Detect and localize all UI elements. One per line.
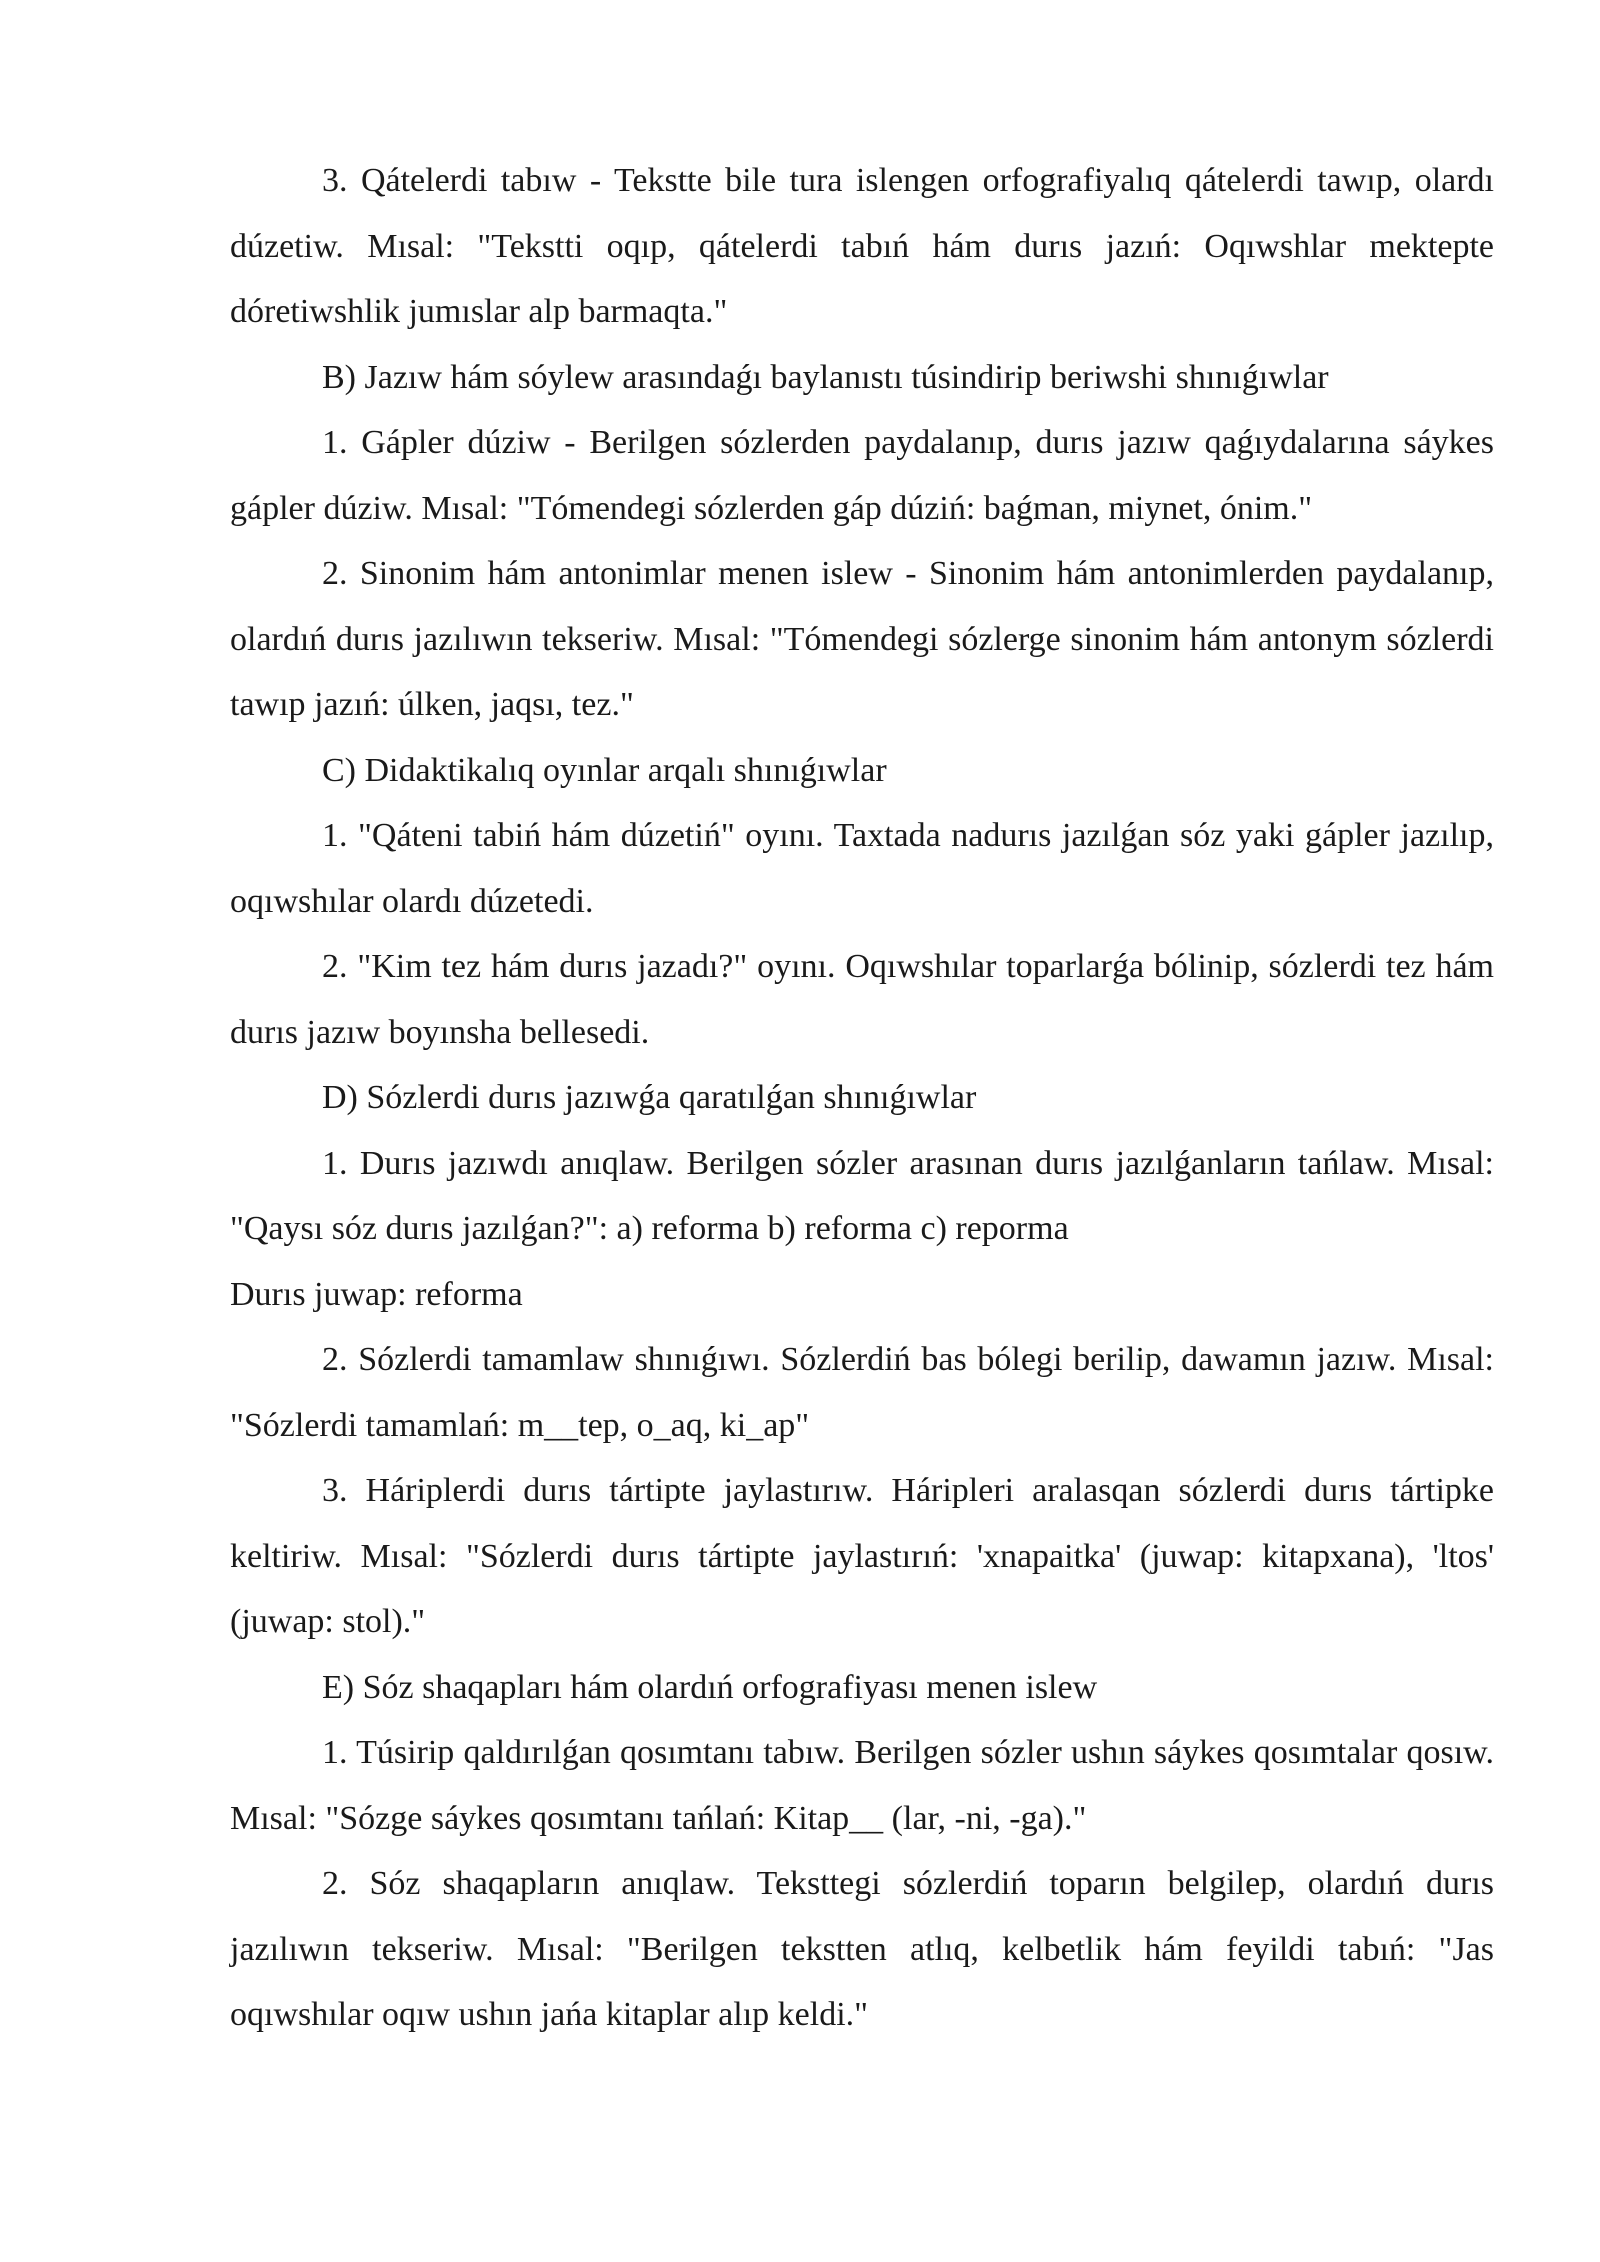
document-page: [230, 148, 1494, 2048]
paragraph-kim-tez-oyini: 2. "Kim tez hám durıs jazadı?" oyını. Oqıwshılar toparlarǵa bólinip, sózlerdi tez hám durıs jazıw boyınsha bellesedi.: [230, 948, 1494, 1051]
paragraph-sinonim-antonim: 2. Sinonim hám antonimlar menen islew - Sinonim hám antonimlerden paydalanıp, olardıń durıs jazılıwın tekseriw. Mısal: "Tómendegi sózlerge sinonim hám antonym sózlerdi tawıp jazıń: úlken, jaqsı, tez.": [230, 555, 1494, 723]
paragraph-sozlerdi-tamamlaw: 2. Sózlerdi tamamlaw shınıǵıwı. Sózlerdiń bas bólegi berilip, dawamın jazıw. Mısal: "Sózlerdi tamamlań: m__tep, o_aq, ki_ap": [230, 1341, 1494, 1444]
paragraph-gapler-duziw: 1. Gápler dúziw - Berilgen sózlerden paydalanıp, durıs jazıw qaǵıydalarına sáykes gápler dúziw. Mısal: "Tómendegi sózlerden gáp dúziń: baǵman, miynet, ónim.": [230, 424, 1494, 527]
paragraph-qateni-tabin-oyini: 1. "Qáteni tabiń hám dúzetiń" oyını. Taxtada nadurıs jazılǵan sóz yaki gápler jazılıp, oqıwshılar olardı dúzetedi.: [230, 817, 1494, 920]
paragraph-duris-juwap: Durıs juwap: reforma: [230, 1275, 523, 1313]
paragraph-qosimtani-tabiw: 1. Túsirip qaldırılǵan qosımtanı tabıw. Berilgen sózler ushın sáykes qosımtalar qosıw. Mısal: "Sózge sáykes qosımtanı tańlań: Kitap__ (lar, -ni, -ga).": [230, 1734, 1494, 1837]
paragraph-hariplerdi-jaylastiriw: 3. Háriplerdi durıs tártipte jaylastırıw. Háripleri aralasqan sózlerdi durıs tártipke keltiriw. Mısal: "Sózlerdi durıs tártipte jaylastırıń: 'xnapaitka' (juwap: kitapxana), 'ltos' (juwap: stol).": [230, 1472, 1494, 1640]
paragraph-duris-jaziwdi-aniqlaw: 1. Durıs jazıwdı anıqlaw. Berilgen sózler arasınan durıs jazılǵanların tańlaw. Mısal: "Qaysı sóz durıs jazılǵan?": a) reforma b) reforma c) reporma: [230, 1144, 1494, 1247]
section-heading-d: D) Sózlerdi durıs jazıwǵa qaratılǵan shınıǵıwlar: [322, 1079, 977, 1116]
section-heading-e: E) Sóz shaqapları hám olardıń orfografiyası menen islew: [322, 1668, 1098, 1706]
section-heading-c: C) Didaktikalıq oyınlar arqalı shınıǵıwlar: [322, 751, 887, 789]
paragraph-qatelerdi-tabiw: 3. Qátelerdi tabıw - Tekstte bile tura islengen orfografiyalıq qátelerdi tawıp, olardı dúzetiw. Mısal: "Tekstti oqıp, qátelerdi tabıń hám durıs jazıń: Oqıwshlar mektepte dóretiwshlik jumıslar alp barmaqta.": [230, 162, 1494, 330]
paragraph-soz-shaqaplarin-aniqlaw: 2. Sóz shaqapların anıqlaw. Teksttegi sózlerdiń toparın belgilep, olardıń durıs jazılıwın tekseriw. Mısal: "Berilgen tekstten atlıq, kelbetlik hám feyildi tabıń: "Jas oqıwshılar oqıw ushın jańa kitaplar alıp keldi.": [230, 1865, 1494, 2033]
section-heading-b: B) Jazıw hám sóylew arasındaǵı baylanıstı túsindirip beriwshi shınıǵıwlar: [322, 358, 1329, 396]
